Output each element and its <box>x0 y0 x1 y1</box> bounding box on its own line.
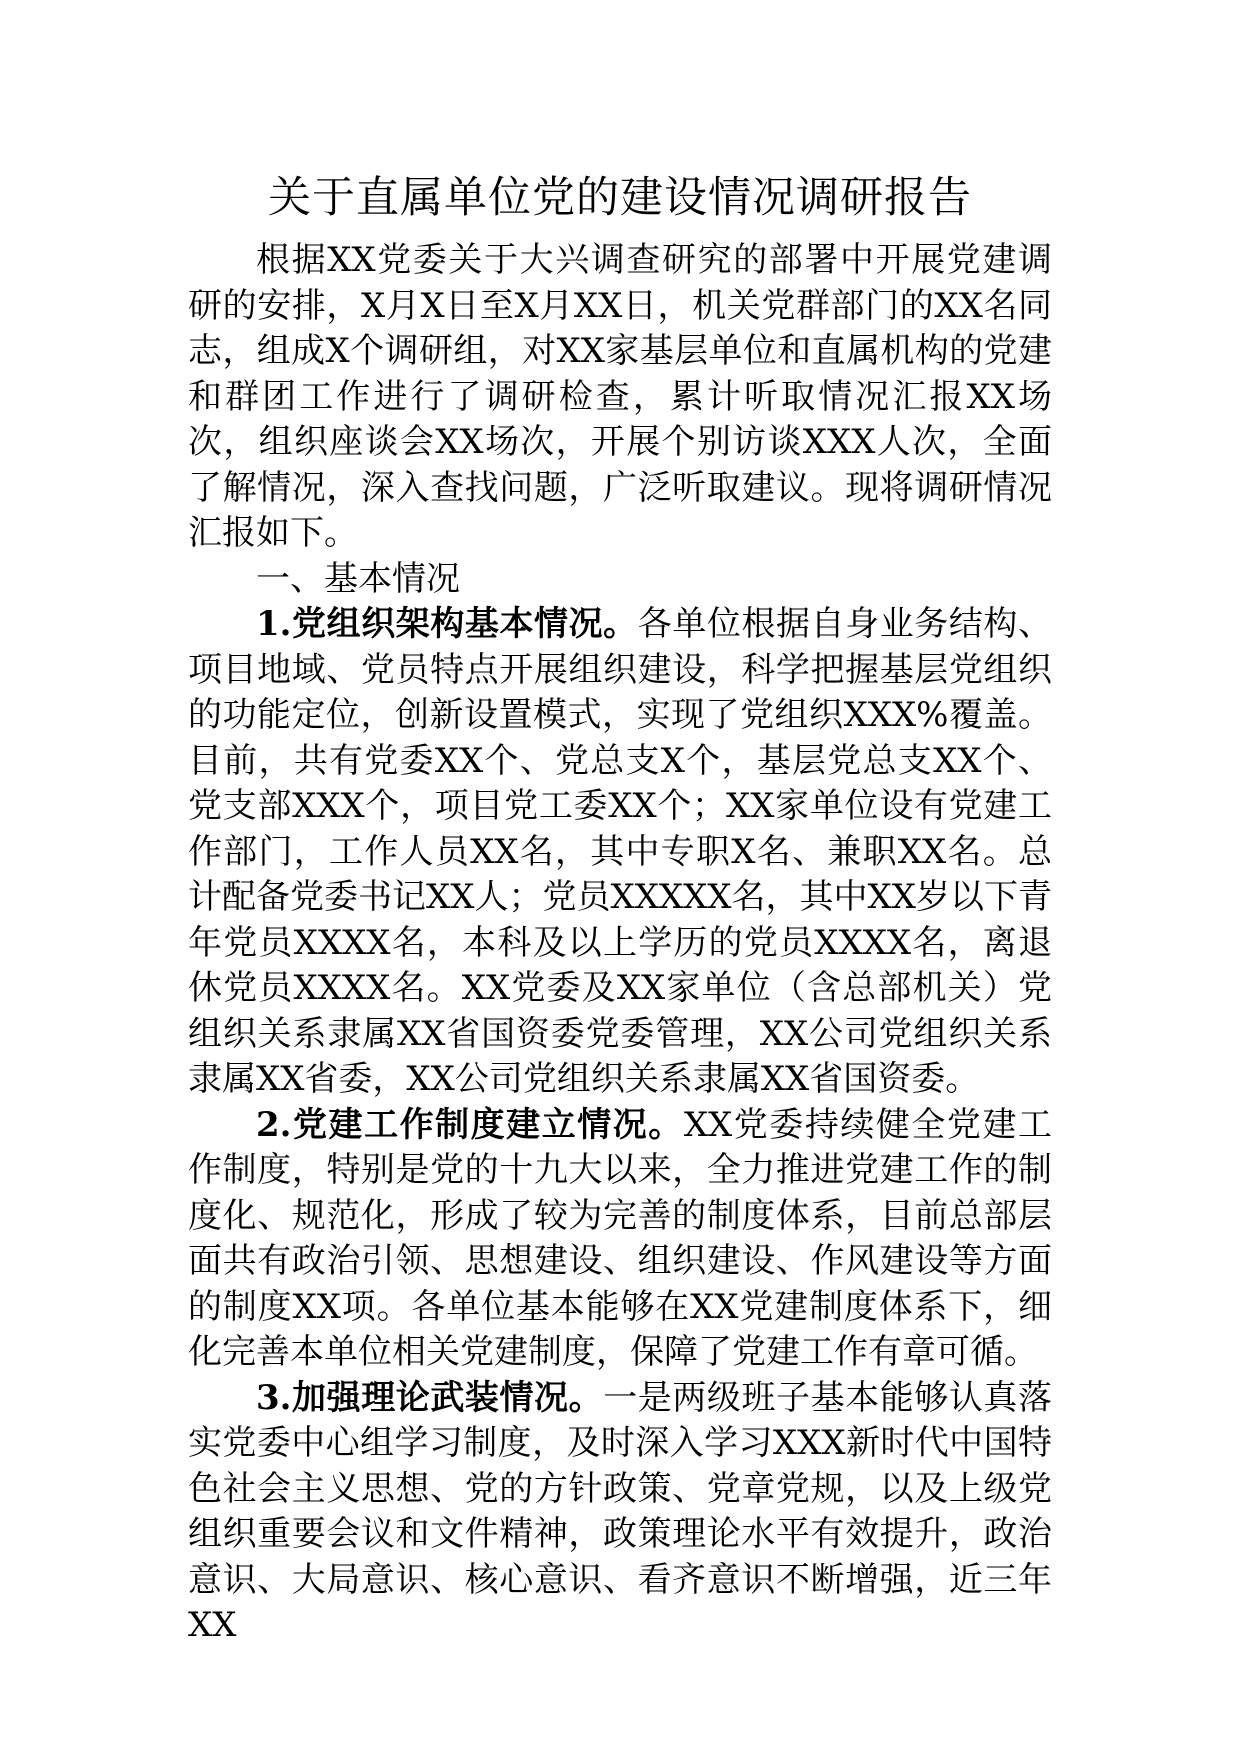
document-title: 关于直属单位党的建设情况调研报告 <box>268 173 972 223</box>
paragraph-lead: 2.党建工作制度建立情况。 <box>256 1104 684 1145</box>
intro-paragraph: 根据XX党委关于大兴调查研究的部署中开展党建调研的安排，X月X日至X月XX日，机关党群部门的XX名同志，组成X个调研组，对XX家基层单位和直属机构的党建和群团工作进行了调研检查，累计听取情况汇报XX场次，组织座谈会XX场次，开展个别访谈XXX人次，全面了解情况，深入查找问题，广泛听取建议。现将调研情况汇报如下。 <box>188 240 1052 553</box>
paragraph-text: 一是两级班子基本能够认真落实党委中心组学习制度，及时深入学习XXX新时代中国特色社会主义思想、党的方针政策、党章党规，以及上级党组织重要会议和文件精神，政策理论水平有效提升，政治意识、大局意识、核心意识、看齐意识不断增强，近三年XX <box>188 1377 1053 1645</box>
paragraph-org-structure <box>188 602 1052 1103</box>
document-body <box>188 238 1052 1649</box>
paragraph-text: 各单位根据自身业务结构、项目地域、党员特点开展组织建设，科学把握基层党组织的功能定位，创新设置模式，实现了党组织XXX%覆盖。目前，共有党委XX个、党总支X个，基层党总支XX个、党支部XXX个，项目党工委XX个；XX家单位设有党建工作部门，工作人员XX名，其中专职X名、兼职XX名。总计配备党委书记XX人；党员XXXXX名，其中XX岁以下青年党员XXXX名，本科及以上学历的党员XXXX名，离退休党员XXXX名。XX党委及XX家单位（含总部机关）党组织关系隶属XX省国资委党委管理，XX公司党组织关系隶属XX省委，XX公司党组织关系隶属XX省国资委。 <box>188 604 1052 1099</box>
paragraph-text: XX党委持续健全党建工作制度，特别是党的十九大以来，全力推进党建工作的制度化、规范化，形成了较为完善的制度体系，目前总部层面共有政治引领、思想建设、组织建设、作风建设等方面的制度XX项。各单位基本能够在XX党建制度体系下，细化完善本单位相关党建制度，保障了党建工作有章可循。 <box>188 1104 1052 1372</box>
paragraph-theory-study <box>188 1376 1052 1649</box>
paragraph-system-building <box>188 1103 1052 1376</box>
section-heading-basic-situation: 一、基本情况 <box>256 558 460 599</box>
paragraph-lead: 1.党组织架构基本情况。 <box>256 604 638 644</box>
paragraph-lead: 3.加强理论武装情况。 <box>256 1377 604 1418</box>
